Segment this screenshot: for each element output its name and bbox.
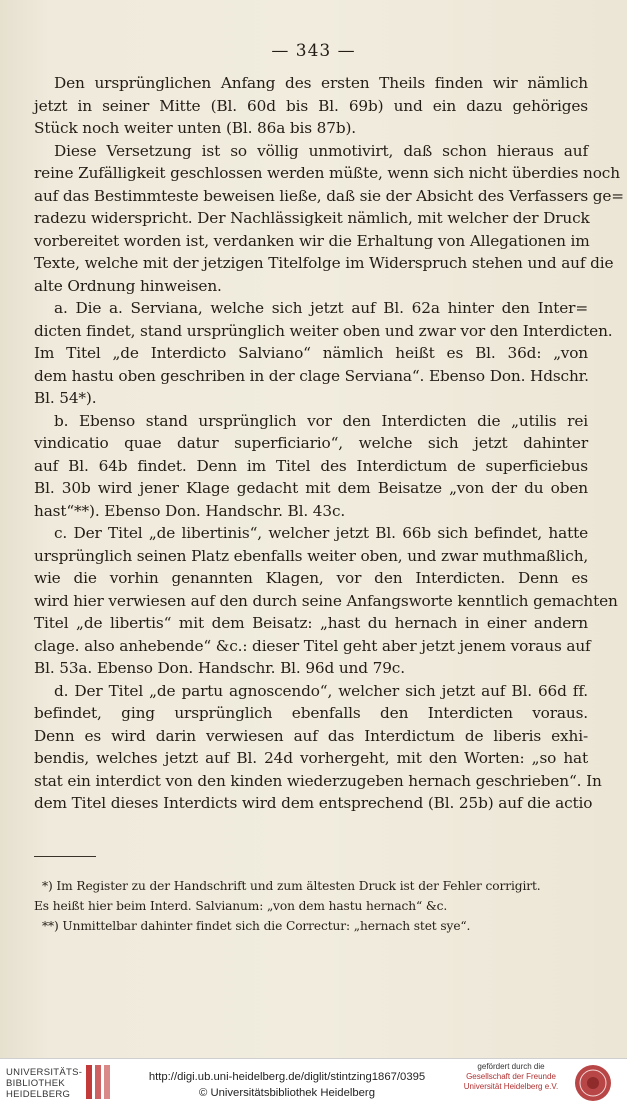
paragraph xyxy=(34,680,602,815)
text-line: d. Der Titel „de partu agnoscendo“, welcher sich jetzt auf Bl. 66d ff. xyxy=(54,681,588,700)
ub-heidelberg-logo-icon xyxy=(84,1063,112,1101)
main-text xyxy=(34,72,624,815)
text-line: a. Die a. Serviana, welche sich jetzt auf Bl. 62a hinter den Inter= xyxy=(54,299,588,317)
footnote-separator xyxy=(34,856,96,857)
text-line: wie die vorhin genannten Klagen, vor den Interdicten. Denn es xyxy=(34,569,588,587)
text-line: vindicatio quae datur superficiario“, welche sich jetzt dahinter xyxy=(34,434,588,452)
text-line: Texte, welche mit der jetzigen Titelfolge im Widerspruch stehen und auf die xyxy=(34,254,614,272)
text-line: reine Zufälligkeit geschlossen werden müßte, wenn sich nicht überdies noch xyxy=(34,164,620,182)
copyright-text: © Universitätsbibliothek Heidelberg xyxy=(199,1087,375,1099)
footnote-line: **) Unmittelbar dahinter findet sich die Correctur: „hernach stet sye“. xyxy=(42,919,471,933)
text-line: befindet, ging ursprünglich ebenfalls den Interdicten voraus. xyxy=(34,704,588,722)
text-line: Diese Versetzung ist so völlig unmotivirt, daß schon hieraus auf xyxy=(54,141,588,160)
library-footer xyxy=(0,1058,627,1106)
library-name xyxy=(6,1067,82,1100)
text-line: c. Der Titel „de libertinis“, welcher jetzt Bl. 66b sich befindet, hatte xyxy=(54,524,588,542)
sponsor-head: gefördert durch die xyxy=(477,1062,545,1071)
text-line: Stück noch weiter unten (Bl. 86a bis 87b). xyxy=(34,119,357,137)
library-line: UNIVERSITÄTS- xyxy=(6,1067,83,1078)
library-line: BIBLIOTHEK xyxy=(6,1078,65,1089)
text-line: stat ein interdict von den kinden wiederzugeben hernach geschrieben“. In xyxy=(34,771,602,790)
text-line: Bl. 30b wird jener Klage gedacht mit dem Beisatze „von der du oben xyxy=(34,479,588,497)
library-line: HEIDELBERG xyxy=(6,1089,71,1100)
text-line: Titel „de libertis“ mit dem Beisatz: „hast du hernach in einer andern xyxy=(34,614,588,632)
text-line: dem hastu oben geschriben in der clage Serviana“. Ebenso Don. Hdschr. xyxy=(34,366,589,385)
text-line: Bl. 53a. Ebenso Don. Handschr. Bl. 96d und 79c. xyxy=(34,659,405,677)
sponsor-note xyxy=(455,1062,567,1092)
text-line: Den ursprünglichen Anfang des ersten Theils finden wir nämlich xyxy=(54,74,588,92)
page-number: — 343 — xyxy=(271,41,356,61)
text-line: Im Titel „de Interdicto Salviano“ nämlich heißt es Bl. 36d: „von xyxy=(34,344,588,362)
text-line: Bl. 54*). xyxy=(34,389,97,407)
text-line: vorbereitet worden ist, verdanken wir die Erhaltung von Allegationen im xyxy=(34,231,590,250)
text-line: wird hier verwiesen auf den durch seine Anfangsworte kenntlich gemachten xyxy=(34,591,618,610)
text-line: Denn es wird darin verwiesen auf das Interdictum de liberis exhi- xyxy=(34,726,588,745)
text-line: ursprünglich seinen Platz ebenfalls weiter oben, und zwar muthmaßlich, xyxy=(34,546,589,565)
paragraph xyxy=(34,72,588,140)
university-seal-icon xyxy=(573,1063,613,1103)
text-line: auf Bl. 64b findet. Denn im Titel des Interdictum de superficiebus xyxy=(34,456,588,475)
paragraph xyxy=(34,522,618,680)
paragraph xyxy=(34,297,613,410)
footnote-line: Es heißt hier beim Interd. Salvianum: „von dem hastu hernach“ &c. xyxy=(34,899,448,913)
sponsor-line: Gesellschaft der Freunde xyxy=(466,1072,556,1081)
footnotes xyxy=(34,876,588,936)
paragraph xyxy=(34,410,588,523)
footnote-line: *) Im Register zu der Handschrift und zum ältesten Druck ist der Fehler corrigirt. xyxy=(42,879,541,893)
text-line: alte Ordnung hinweisen. xyxy=(34,276,222,295)
text-line: auf das Bestimmteste beweisen ließe, daß sie der Absicht des Verfassers ge= xyxy=(34,186,624,205)
permalink-url[interactable]: http://digi.ub.uni-heidelberg.de/diglit/stintzing1867/0395 xyxy=(148,1071,426,1083)
sponsor-line: Universität Heidelberg e.V. xyxy=(463,1082,559,1091)
text-line: dem Titel dieses Interdicts wird dem entsprechend (Bl. 25b) auf die actio xyxy=(34,794,593,812)
paragraph xyxy=(34,140,624,298)
text-line: hast“**). Ebenso Don. Handschr. Bl. 43c. xyxy=(34,501,346,520)
text-line: jetzt in seiner Mitte (Bl. 60d bis Bl. 69b) und ein dazu gehöriges xyxy=(34,96,588,115)
text-line: b. Ebenso stand ursprünglich vor den Interdicten die „utilis rei xyxy=(54,411,588,430)
text-line: bendis, welches jetzt auf Bl. 24d vorhergeht, mit den Worten: „so hat xyxy=(34,749,588,767)
text-line: radezu widerspricht. Der Nachlässigkeit nämlich, mit welcher der Druck xyxy=(34,209,590,227)
text-line: dicten findet, stand ursprünglich weiter oben und zwar vor den Interdicten. xyxy=(34,321,613,340)
text-line: clage. also anhebende“ &c.: dieser Titel geht aber jetzt jenem voraus auf xyxy=(34,636,591,655)
